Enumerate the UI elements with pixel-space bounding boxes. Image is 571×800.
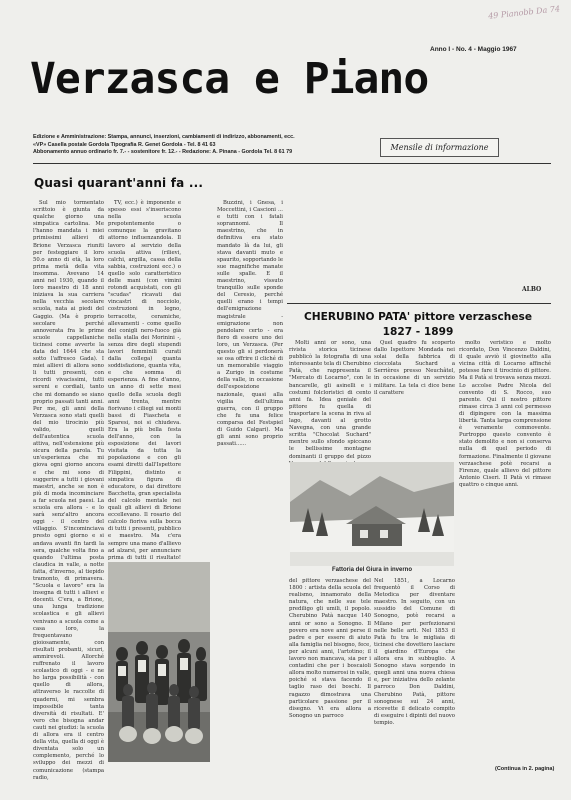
admin-line-1: Edizione e Amministrazione: Stampa, annunci, inserzioni, cambiamenti di indirizzo, abbonamenti, ecc. (33, 134, 295, 140)
article2-column-5 (374, 578, 455, 763)
article1-column-1 (33, 200, 104, 781)
article1-column-4 (289, 200, 371, 304)
article2-col4-text: del pittore verzaschese del 1800 : artista della scuola del realismo, innamorato della natura, che nelle sue tele prediligo gli umili, il popolo. Cherubino Patà nacque 140 anni or sono a Sonogno. Il povero era nove anni perse il padre e per essere di aiuto alla famiglia nel bisogno, fece, per alcuni anni, l'artotino; il lavoro non mancava, sia per i contadini che per i boscaioli allora molto numerosi in valle, poiché si stava facendo il taglio raso dei boschi. Il ragazzo dimostrava una particolare passione per il disegno. Vi era allora a Sonogno un parroco (289, 578, 371, 719)
article2-col2-text: Quel quadro fu scoperto dallo Ispettore Mondada nei solai della fabbrica di cioccolata Suchard a Serrières presso Neuchâtel, in occasione di un servizio militare. La tela ci dice bene il carattere (374, 340, 455, 396)
handwritten-note: 49 Pianobb Da 74 (487, 4, 561, 21)
issue-line: Anno I - No. 4 - Maggio 1967 (430, 46, 517, 53)
subtitle-box: Mensile di informazione (380, 138, 499, 157)
admin-line-2: «VP» Casella postale Gordola Tipografia R. Genet Gordola - Tel. 8 41 63 (33, 141, 216, 148)
article1-column-3 (217, 200, 283, 765)
article2-title-line-1: CHERUBINO PATA' pittore verzaschese (303, 311, 533, 323)
article2-column-4 (289, 578, 371, 763)
article2-title-line-2: 1827 - 1899 (382, 326, 454, 338)
article2-column-6 (459, 578, 551, 763)
article2-column-3 (459, 340, 551, 585)
article2-column-2 (374, 340, 455, 464)
article1-column-5 (374, 200, 455, 304)
article-divider (287, 303, 551, 304)
article1-col2-text: TV, ecc.) è imponente e spesso essi s'inseriscono nella scuola prepotentemente o comunque la gravitano attorno influenzandola. Il lavoro al servizio della scuola attiva (rilievi, calchi, argilla, cassa della sabbia, costruzioni ecc.) o quello solo caratteristico delle mani (con vimini rotondi acquistati, con gli "scudas" ricavati dai vincastri di nocciolo, costruzioni in legno, terracotte, ceramiche, allevamenti - come quello dei conigli nero-fuoco già nella stalla dei Morinini -, senza dire degli stupendi lavori femminili curati dalla collega) quanta soddisfazione, quanta vita, e che somma di esperienza. A fine d'anno, un anno di sette mesi quello della scuola degli anni trenta, mentre fiorivano i ciliegi sui monti bassi di Fiascheta e Sparesi, noi si chiudeva. Era la più bella festa dell'anno, con la esposizione dei lavori visitata da tutta la popolazione e con gli esami diretti dall'Ispettore Filippini, distinto e simpatica figura di educatore, o dai direttore Bacchetta, gran specialista del calcolo mentale nei quali gli allievi di Brione eccellevano. Il rosario del calcolo fioriva sulla bocca di tutti i presenti, pubblico e maestro. Ma c'era sempre una mano d'allievo ad alzarsi, per annunciare prima di tutti il risultato! (108, 200, 181, 561)
masthead-title: Verzasca e Piano (30, 54, 429, 104)
article2-col3-text: molto veristico e molto ricordato, Don Vincenzo Daldini, il quale avviò il giovinetto alla vicina città di Locarno affinché potesse fare il tirocinio di pittore. Ma il Patà si trovava senza mezzi. Lo accolse Padre Nicola del convento di S. Rocco, suo parente. Qui il nostro pittore rimase circa 3 anni col permesso di dipingere con la massima libertà. Tanta larga comprensione è veramente commovente. Purtroppo questo convento è stato demolito e non si conserva nulla di quel periodo di formazione. Finalmente il giovane verzaschese potè recarsi a Firenze, quale allievo del pittore Antonio Ciseri. Il Patà vi rimase quattro o cinque anni. (459, 340, 551, 488)
article1-col1-text: Sul mio tormentato scrittoio è giunta da qualche giorno una simpatica cartolina. Me l'hanno mandata i miei primissimi allievi di Brione Verzasca riuniti per festeggiare il loro 50.o anno di età, la loro prima metà della vita insomma. Avevano 14 anni nel 1930, quando il loro maestro di 18 anni iniziava la sua carriera nella vecchia secolare scuola, nata ai piedi del Gaggio. (Ma è proprio secolare perché annoverata fra le prime scuole cappellaniche ticinesi come avverte la data del 1644 che sta sotto l'affresco Gada). I miei allievi di allora sono li tutti presenti, con ricordi vivacissimi, tutti sereni e cordiali, tanto che mi domando se siano proprio passati tanti anni. Per me, gli anni della Verzasca sono stati quelli del mio tirocinio più valido, quelli dell'autentica scuola attiva, nell'estensione più sicura della parola. Tu un'esperienza che mi giova ogni giorno ancora e che mi sono di suggerire a tutti i giovani maestri, anche se non è più di moda incominciare a far scuola nei paesi. La scuola era allora - e lo sarà senz'altro ancora oggi - il centro del villaggio. S'incominciava presto ogni giorno e si andava avanti fin tardi la sera, qualche volta fino a quando l'ultima posta claudica in valle, a notte fatta, d'inverno, al tiepido tramonto, di primavera. "Scuola e lavoro" era la insegna di tutti i allievi e docenti. C'era, a Brione, una lunga tradizione scolastica e gli allievi venivano a scuola come a casa loro, la frequentavano gioiosamente, con risultati probanti, sicuri, ammirevoli. Allorché ruffrenato il lavoro scolastico di oggi - e ne ho larga possibilità - con quello di allora, attraverso le raccolte di quaderni, mi sembra impossibile tanta diversità di risultati. E' vero che bisogna andar cauti nei giudizi: la scuola di allora era il centro della vita, quella di oggi è diventata solo un complemento, perché lo sviluppo dei mezzi di comunicazione (stampa radio, (33, 200, 104, 781)
article1-signature: ALBO (522, 286, 542, 293)
group-photo (108, 562, 210, 762)
article1-title: Quasi quarant'anni fa ... (34, 176, 204, 190)
article2-column-1 (289, 340, 371, 464)
article2-col1-text: Molti anni or sono, una rivista storica ticinese pubblicò la fotografia di una interessante tela di Cherubino Patà, che rappresenta il "Mercato di Locarno", con le bancarelle, gli asinelli e i costumi folcloristici di cento anni fa. Idea geniale del pittore fu quella di trasportare la scena in riva al lago, davanti al grotto Navegna, con una grande scritta "Chocolat Suchard" mentre sullo sfondo spiccano le bellissime montagne dominanti il gruppo del pizzo (289, 340, 371, 460)
article2-title (287, 310, 549, 340)
header-divider (33, 163, 551, 164)
continuation-note: (Continua in 2. pagina) (495, 766, 555, 772)
winter-farm-photo (290, 462, 454, 566)
article1-col3-text: Buzzini, i Gnesa, i Moccettini, i Cascioni ... e tutti con i fatali soprannomi. Il maestrino, che in definitiva era stato mandato là da lui, gli stava davanti muto e spaurito, sopportando le sue magnifiche manate sulle spalle. E il maestrino, vissuto tranquillo sulle sponde del Ceresio, perché quelli erano i tempi dell'emigrazione magistrale - emigrazione non pendolare certo - era fiero di essere uno dei loro, un Verzasca. (Per questo gli si perdonerà se osa offrire il cliché di un memorabile viaggio a Zurigo in costume della valle, in occasione dell'esposizione nazionale, quasi alla vigilia dell'ultima guerra, con il gruppo che fu una felice comparsa del Festspiel di Guido Calgari). Ma gli anni sono proprio passati...... (217, 200, 283, 448)
admin-line-3: Abbonamento annuo ordinario fr. 7.- - sostenitore fr. 12.- - Redazione: A. Pinana - Gordola Tel. 8 61 79 (33, 149, 293, 156)
article2-col5-text: Nel 1851, a Locarno frequentò il Corso di Metodica per diventare maestro. In seguito, con un sussidio del Comune di Sonogno, potè recarsi a Milano per perfezionarsi nelle belle arti. Nel 1853 il Patà fu tra le migliaia di ticinesi che dovettero lasciare il giardino d'Europa che allora era in subbuglio. A Sonogno stava sorgendo in quegli anni una nuova chiesa e, per iniziativa dello zelante parroco Don Daldini, Cherubino Patà, pittore sonognese sui 24 anni, ricevette il delicato compito di eseguire i dipinti del nuovo tempio. (374, 578, 455, 726)
photo-caption: Fattoria del Giura in inverno (331, 567, 412, 573)
